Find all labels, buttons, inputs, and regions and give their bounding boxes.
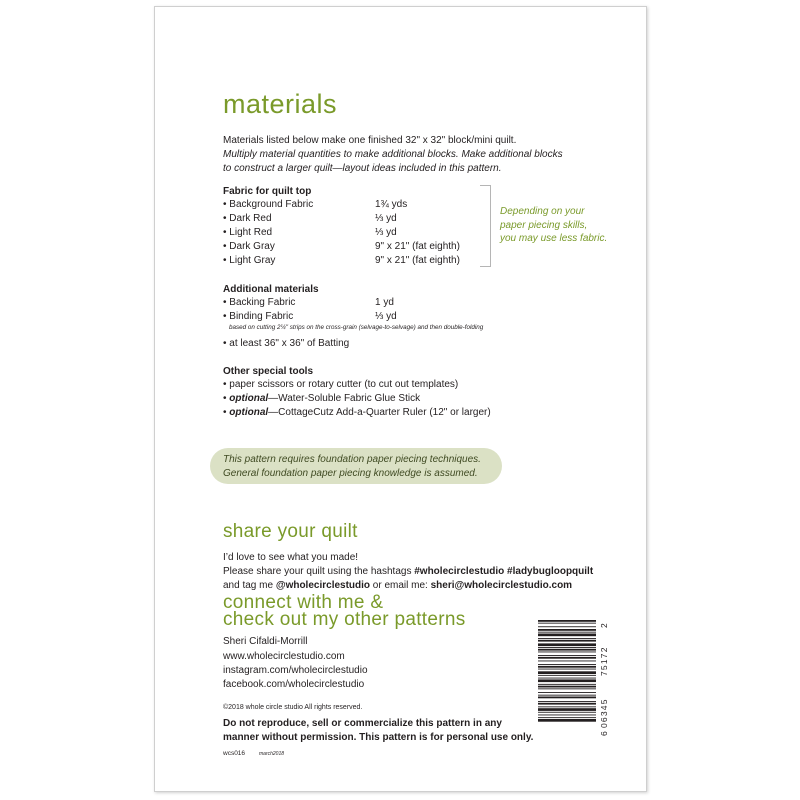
barcode-bar bbox=[538, 684, 596, 685]
barcode-bar bbox=[538, 657, 596, 659]
additional-item bbox=[223, 311, 397, 322]
materials-intro-italic-2: to construct a larger quilt—layout ideas included in this pattern. bbox=[223, 163, 502, 174]
barcode-bar bbox=[538, 692, 596, 693]
tools-heading: Other special tools bbox=[223, 366, 314, 377]
barcode-bar bbox=[538, 640, 596, 642]
barcode-bar bbox=[538, 655, 596, 656]
barcode-bar bbox=[538, 688, 596, 689]
tools-item-1: • paper scissors or rotary cutter (to cut out templates) bbox=[223, 379, 459, 390]
tools-item-text: —CottageCutz Add-a-Quarter Ruler (12" or larger) bbox=[268, 407, 491, 418]
additional-item bbox=[223, 297, 394, 308]
fabric-item bbox=[223, 255, 460, 266]
technique-note-text bbox=[223, 453, 481, 480]
fabric-item-qty: 1¾ yds bbox=[375, 199, 408, 210]
batting-item: • at least 36" x 36" of Batting bbox=[223, 338, 350, 349]
barcode-bar bbox=[538, 686, 596, 688]
upc-barcode bbox=[538, 618, 609, 746]
barcode-bar bbox=[538, 664, 596, 665]
share-line-3 bbox=[223, 579, 572, 593]
connect-title-2: check out my other patterns bbox=[223, 609, 466, 630]
optional-label: optional bbox=[229, 407, 269, 418]
usage-warning-2: manner without permission. This pattern is for personal use only. bbox=[223, 732, 534, 743]
optional-label: optional bbox=[229, 393, 269, 404]
fabric-heading: Fabric for quilt top bbox=[223, 186, 312, 197]
tools-item-bullet: • bbox=[223, 407, 230, 418]
barcode-group-1: 06345 bbox=[599, 698, 609, 728]
technique-note-line: This pattern requires foundation paper piecing techniques. bbox=[223, 454, 481, 465]
fabric-aside-line: paper piecing skills, bbox=[500, 219, 588, 231]
additional-item-qty: ⅓ yd bbox=[375, 311, 397, 322]
barcode-bar bbox=[538, 675, 596, 676]
barcode-bar bbox=[538, 697, 596, 699]
barcode-bar bbox=[538, 678, 596, 679]
barcode-bar bbox=[538, 679, 596, 682]
copyright: ©2018 whole circle studio All rights reserved. bbox=[223, 704, 363, 711]
pattern-back-cover bbox=[154, 6, 647, 792]
fabric-item-name: • Dark Gray bbox=[223, 241, 275, 252]
fabric-item bbox=[223, 227, 397, 238]
fabric-item-name: • Background Fabric bbox=[223, 199, 314, 210]
barcode-bar bbox=[538, 666, 596, 668]
barcode-group-2: 75172 bbox=[599, 646, 609, 676]
barcode-bar bbox=[538, 629, 596, 631]
tools-item-bullet: • bbox=[223, 393, 230, 404]
binding-note: based on cutting 2¼" strips on the cross-grain (selvage-to-selvage) and then double-folding bbox=[229, 324, 484, 331]
technique-note-line: General foundation paper piecing knowledge is assumed. bbox=[223, 467, 478, 479]
barcode-bar bbox=[538, 703, 596, 705]
barcode-bar bbox=[538, 647, 596, 648]
fabric-aside bbox=[500, 205, 607, 246]
barcode-digit-last: 2 bbox=[599, 623, 609, 628]
pattern-date: march2018 bbox=[259, 751, 285, 757]
tools-item-3 bbox=[223, 406, 491, 420]
fabric-bracket bbox=[480, 185, 491, 267]
website-link[interactable]: www.wholecirclestudio.com bbox=[223, 651, 345, 662]
facebook-link[interactable]: facebook.com/wholecirclestudio bbox=[223, 679, 365, 690]
barcode-bar bbox=[538, 708, 596, 711]
barcode-bar bbox=[538, 620, 596, 622]
barcode-digit-first: 6 bbox=[599, 731, 609, 736]
pattern-code: wcs016 bbox=[223, 750, 246, 757]
share-text: and tag me bbox=[223, 580, 276, 591]
share-line-2 bbox=[223, 565, 593, 579]
fabric-item-qty: 9" x 21" (fat eighth) bbox=[375, 255, 460, 266]
barcode-bar bbox=[538, 706, 596, 707]
hashtag-wholecirclestudio: #wholecirclestudio bbox=[414, 566, 505, 577]
barcode-bar bbox=[538, 717, 596, 718]
fabric-item bbox=[223, 213, 397, 224]
materials-title: materials bbox=[223, 89, 338, 119]
barcode-bar bbox=[538, 634, 596, 637]
fabric-item-name: • Light Gray bbox=[223, 255, 276, 266]
additional-item-qty: 1 yd bbox=[375, 297, 394, 308]
hashtag-ladybugloopquilt: #ladybugloopquilt bbox=[507, 566, 594, 577]
additional-item-name: • Backing Fabric bbox=[223, 297, 296, 308]
fabric-item bbox=[223, 241, 460, 252]
share-title: share your quilt bbox=[223, 521, 358, 542]
barcode-bar bbox=[538, 671, 596, 674]
fabric-aside-line: Depending on your bbox=[500, 206, 585, 217]
barcode-bar bbox=[538, 632, 596, 633]
barcode-bar bbox=[538, 695, 596, 696]
fabric-item-qty: ⅓ yd bbox=[375, 227, 397, 238]
fabric-item-name: • Dark Red bbox=[223, 213, 272, 224]
barcode-bar bbox=[538, 669, 596, 670]
share-text: Please share your quilt using the hashtags bbox=[223, 566, 415, 577]
barcode-bar bbox=[538, 652, 596, 653]
fabric-item bbox=[223, 199, 408, 210]
barcode-bar bbox=[538, 643, 596, 646]
materials-intro-italic-1: Multiply material quantities to make additional blocks. Make additional blocks bbox=[223, 149, 563, 160]
materials-intro: Materials listed below make one finished 32" x 32" block/mini quilt. bbox=[223, 135, 517, 146]
fabric-aside-line: you may use less fabric. bbox=[500, 233, 608, 245]
barcode-bar bbox=[538, 626, 596, 627]
tools-item-text: —Water-Soluble Fabric Glue Stick bbox=[268, 393, 421, 404]
technique-note bbox=[210, 448, 502, 484]
barcode-bar bbox=[538, 719, 596, 722]
instagram-link[interactable]: instagram.com/wholecirclestudio bbox=[223, 665, 368, 676]
instagram-handle: @wholecirclestudio bbox=[275, 580, 371, 591]
barcode-bar bbox=[538, 715, 596, 716]
usage-warning-1: Do not reproduce, sell or commercialize this pattern in any bbox=[223, 718, 502, 729]
barcode-bar bbox=[538, 649, 596, 651]
fabric-item-qty: ⅓ yd bbox=[375, 213, 397, 224]
barcode-bar bbox=[538, 712, 596, 713]
fabric-item-name: • Light Red bbox=[223, 227, 273, 238]
email-link[interactable]: sheri@wholecirclestudio.com bbox=[430, 580, 573, 591]
barcode-bar bbox=[538, 623, 596, 624]
additional-item-name: • Binding Fabric bbox=[223, 311, 294, 322]
connect-title-1: connect with me & bbox=[223, 592, 384, 613]
share-text: or email me: bbox=[370, 580, 431, 591]
barcode-bar bbox=[538, 701, 596, 702]
tools-item-2 bbox=[223, 392, 420, 406]
share-line-1: I’d love to see what you made! bbox=[223, 552, 359, 563]
additional-heading: Additional materials bbox=[223, 284, 319, 295]
barcode-bar bbox=[538, 638, 596, 639]
designer-name: Sheri Cifaldi-Morrill bbox=[223, 636, 308, 647]
barcode-bar bbox=[538, 661, 596, 662]
fabric-item-qty: 9" x 21" (fat eighth) bbox=[375, 241, 460, 252]
